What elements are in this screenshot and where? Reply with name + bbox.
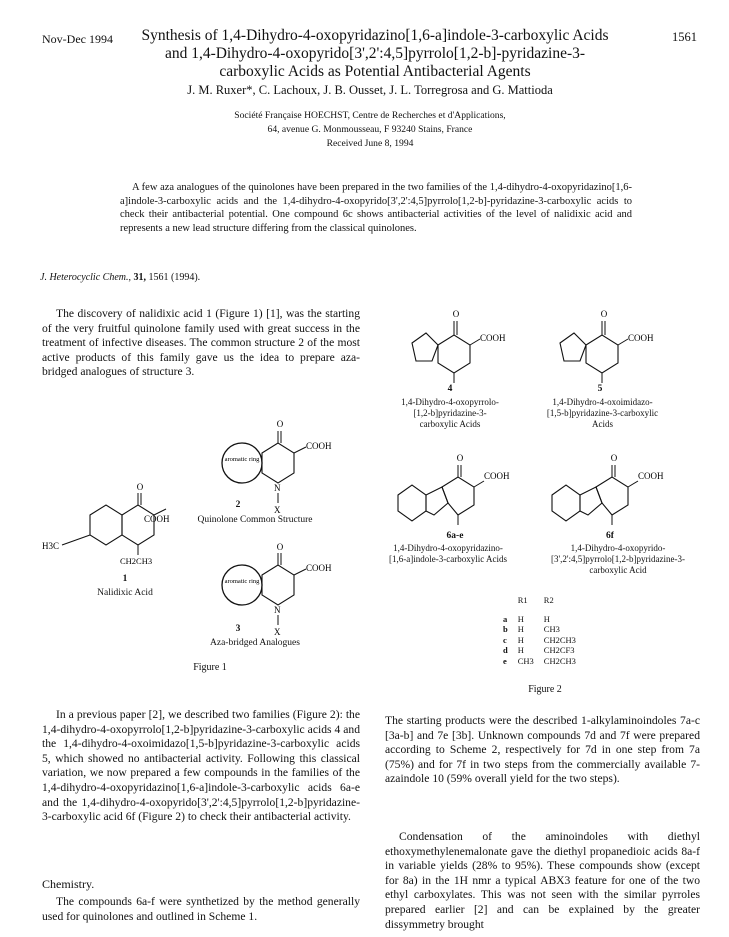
figure-1-structures: [40, 405, 370, 675]
cooh-label-5: COOH: [628, 333, 654, 343]
table-cell: H: [517, 645, 524, 655]
page-number: 1561: [672, 30, 697, 44]
structure-4: [412, 309, 506, 383]
table-header-cell: R2: [543, 595, 554, 605]
table-header-cell: [498, 595, 513, 606]
compound-4-number: 4: [447, 384, 453, 394]
o-label-6f: O: [610, 453, 618, 463]
starting-products-paragraph: The starting products were the described 1-alkylaminoindoles 7a-c [3a-b] and 7e [3b]. Unknown compounds 7d and 7f were prepared according to Scheme 2, respectively for 7d in one step from 7a (75%) and for 7f in two steps from the commercially available 7-azaindole 10 (59% overall yield for the two steps).: [385, 714, 700, 786]
affiliation-line1: Société Française HOECHST, Centre de Recherches et d'Applications,: [234, 110, 506, 121]
n-label-3: N: [274, 605, 281, 615]
o-label-2: O: [276, 419, 284, 429]
compound-1-name: Nalidixic Acid: [97, 588, 153, 598]
cooh-label-6: COOH: [484, 471, 510, 481]
x-label-3: X: [274, 627, 281, 637]
table-cell: CH2CF3: [543, 645, 575, 655]
table-cell: b: [503, 624, 508, 634]
condensation-paragraph: Condensation of the aminoindoles with diethyl ethoxymethylenemalonate gave the diethyl propanedioic acids 8a-f in variable yields (28% to 95%). These compounds show (except for 8a) in the 1H nmr a typical ABX3 feature for one of the two ethyl carboxylates. This was not seen with the similar pyrroles prepared earlier [2] and can be explained by the greater dissymmetry brought: [385, 830, 700, 931]
compound-6f-name: 1,4-Dihydro-4-oxopyrido-[3',2':4,5]pyrrolo[1,2-b]pyridazine-3-carboxylic Acid: [551, 543, 685, 575]
table-row: [498, 624, 581, 635]
compound-6a-e-number: 6a-e: [446, 531, 464, 541]
intro-paragraph: The discovery of nalidixic acid 1 (Figure 1) [1], was the starting of the very fruitful quinolone family used with great success in the treatment of infective diseases. The common structure 2 of the most active products of this family gave us the idea to prepare aza-bridged analogues of structure 3.: [42, 307, 360, 379]
article-title: Synthesis of 1,4-Dihydro-4-oxopyridazino[1,6-a]indole-3-carboxylic Acids and 1,4-Dihydro-4-oxopyrido[3',2':4,5]pyrrolo[1,2-b]-pyridazine-3-carboxylic Acids as Potential Antibacterial Agents: [141, 27, 609, 80]
chemistry-heading: Chemistry.: [42, 877, 95, 891]
figure-2-caption: Figure 2: [528, 684, 562, 695]
table-cell: e: [503, 655, 507, 666]
compound-6f-number: 6f: [606, 531, 614, 541]
substituent-table: [498, 595, 581, 666]
citation-pages: 1561 (1994).: [148, 272, 201, 283]
table-cell: a: [503, 613, 508, 624]
table-cell: CH3: [543, 624, 560, 634]
table-row: [498, 656, 581, 667]
citation-journal: J. Heterocyclic Chem.,: [40, 272, 131, 283]
substituent-table-header: [498, 595, 581, 606]
citation: [40, 272, 200, 283]
abstract: A few aza analogues of the quinolones have been prepared in the two families of the 1,4-dihydro-4-oxopyridazino[1,6-a]indole-3-carboxylic acids and the 1,4-dihydro-4-oxopyrido[3',2':4,5]pyrrolo[1,2-b]-pyridazine-3-carboxylic acids to check their antibacterial potential. One compound 6c shows antibacterial activities of the level of nalidixic acid and represents a new lead structure differing from the classical quinolones.: [120, 182, 632, 234]
synthesis-paragraph: The compounds 6a-f were synthetized by the method generally used for quinolones and outlined in Scheme 1.: [42, 895, 360, 923]
affiliation: [150, 109, 590, 151]
cooh-label-4: COOH: [480, 333, 506, 343]
table-row: [498, 614, 581, 625]
table-cell: H: [517, 624, 524, 634]
structure-1: [42, 482, 170, 566]
x-label-2: X: [274, 505, 281, 515]
table-cell: CH2CH3: [543, 655, 576, 666]
structure-3: [222, 542, 332, 637]
table-cell: CH3: [517, 655, 534, 666]
table-cell: H: [543, 613, 550, 624]
table-cell: CH2CH3: [543, 634, 576, 645]
o-label-6: O: [456, 453, 464, 463]
author-list: J. M. Ruxer*, C. Lachoux, J. B. Ousset, J. L. Torregrosa and G. Mattioda: [187, 83, 553, 97]
table-row: [498, 645, 581, 656]
compound-1-number: 1: [122, 574, 128, 584]
ethyl-label-1: CH2CH3: [120, 556, 153, 566]
issue-date: Nov-Dec 1994: [42, 32, 113, 46]
h3c-label: H3C: [42, 541, 60, 551]
table-cell: d: [503, 645, 508, 655]
table-cell: c: [503, 634, 507, 645]
compound-6a-e-name: 1,4-Dihydro-4-oxopyridazino-[1,6-a]indole-3-carboxylic Acids: [389, 543, 507, 564]
cooh-label-1: COOH: [144, 514, 170, 524]
table-cell: H: [517, 613, 524, 624]
o-label-3: O: [276, 542, 284, 552]
table-row: [498, 635, 581, 646]
cooh-label-6f: COOH: [638, 471, 664, 481]
structure-5: [560, 309, 654, 383]
figure-1-caption: Figure 1: [193, 662, 227, 673]
n-label-2: N: [274, 483, 281, 493]
o-label-5: O: [600, 309, 608, 319]
compound-5-name: 1,4-Dihydro-4-oxoimidazo-[1,5-b]pyridazine-3-carboxylic Acids: [546, 397, 659, 429]
compound-2-name: Quinolone Common Structure: [197, 515, 313, 525]
affiliation-line2: 64, avenue G. Monmousseau, F 93240 Stains, France: [267, 124, 473, 135]
compound-3-number: 3: [235, 624, 241, 634]
received-date: Received June 8, 1994: [326, 138, 414, 149]
previous-paper-paragraph: In a previous paper [2], we described two families (Figure 2): the 1,4-dihydro-4-oxopyrrolo[1,2-b]pyridazine-3-carboxylic acids 4 and the 1,4-dihydro-4-oxoimidazo[1,5-b]pyridazine-3-carboxylic acids 5, which showed no antibacterial activity. Following this classical variation, we now prepared a few compounds in the families of the 1,4-dihydro-4-oxopyridazino[1,6-a]indole-3-carboxylic acids 6a-e and the 1,4-dihydro-4-oxopyrido[3',2':4,5]pyrrolo[1,2-b]pyridazine-3-carboxylic acid 6f (Figure 2) to check their antibacterial activity.: [42, 708, 360, 824]
cooh-label-2: COOH: [306, 441, 332, 451]
o-label-1: O: [136, 482, 144, 492]
table-header-cell: R1: [517, 595, 528, 605]
compound-4-name: 1,4-Dihydro-4-oxopyrrolo-[1,2-b]pyridazine-3-carboxylic Acids: [401, 397, 499, 429]
structure-6f: [552, 453, 664, 525]
cooh-label-3: COOH: [306, 563, 332, 573]
compound-3-name: Aza-bridged Analogues: [210, 638, 300, 648]
ring-label-2: aromatic ring: [224, 456, 260, 463]
citation-volume: 31,: [133, 272, 146, 283]
ring-label-3: aromatic ring: [224, 578, 260, 585]
compound-5-number: 5: [597, 384, 603, 394]
o-label-4: O: [452, 309, 460, 319]
table-cell: H: [517, 634, 524, 645]
structure-6a-e: [398, 453, 510, 525]
compound-2-number: 2: [235, 500, 241, 510]
